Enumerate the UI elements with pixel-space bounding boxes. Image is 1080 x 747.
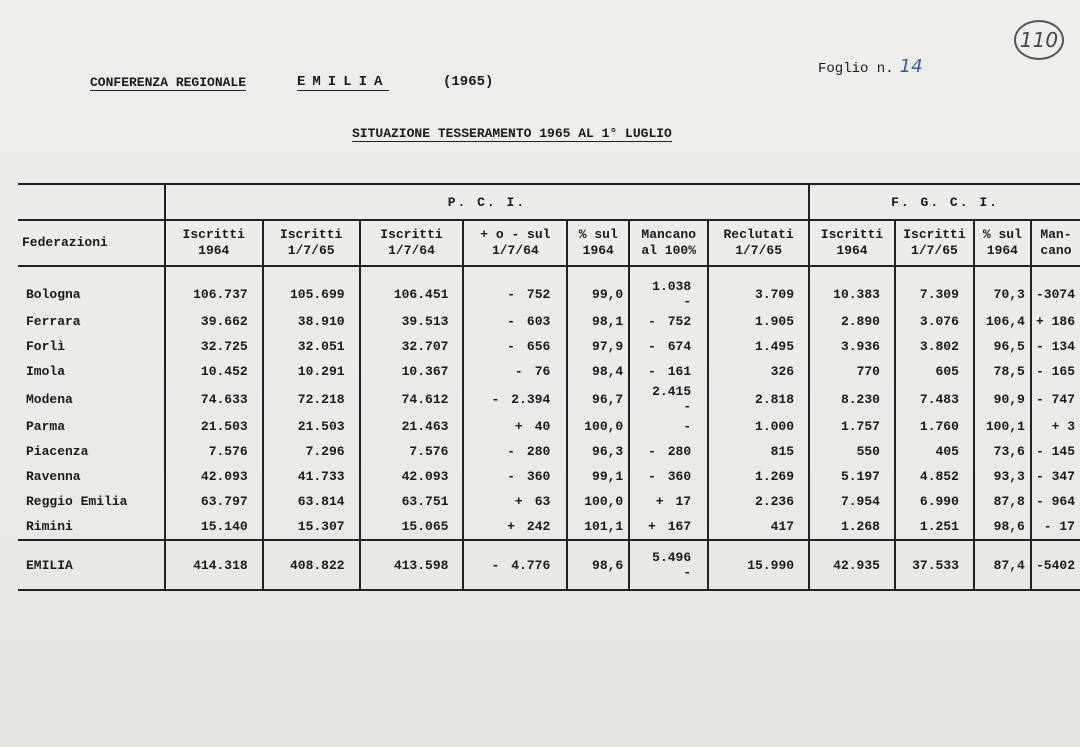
cell-diff-sign: -: [507, 339, 515, 354]
cell-mancano-sign: -: [647, 444, 656, 459]
cell-iscritti-1-7-65: 38.910: [263, 309, 360, 334]
cell-fgci-1-7-65: 605: [895, 359, 974, 384]
cell-iscritti-1-7-64: 63.751: [360, 489, 464, 514]
cell-iscritti-1-7-65: 41.733: [263, 464, 360, 489]
col-iscritti-1964: Iscritti 1964: [165, 220, 263, 266]
cell-fgci-mancano: - 145: [1031, 439, 1080, 464]
cell-pct: 101,1: [567, 514, 629, 540]
col-diff-1-7-64: + o - sul 1/7/64: [463, 220, 567, 266]
cell-fgci-mancano: - 747: [1031, 384, 1080, 414]
cell-pct: 98,4: [567, 359, 629, 384]
cell-diff: [463, 489, 567, 514]
cell-mancano: [629, 439, 708, 464]
cell-fgci-pct: 70,3: [974, 266, 1031, 309]
cell-pct: 98,6: [567, 540, 629, 590]
cell-fgci-pct: 90,9: [974, 384, 1031, 414]
cell-pct: 99,1: [567, 464, 629, 489]
cell-reclutati: 3.709: [708, 266, 809, 309]
cell-diff: [463, 384, 567, 414]
column-header-row: [18, 220, 1080, 266]
cell-diff-sign: -: [507, 314, 515, 329]
cell-fgci-pct: 96,5: [974, 334, 1031, 359]
cell-fgci-1-7-65: 6.990: [895, 489, 974, 514]
cell-federazione: Forlì: [26, 339, 66, 354]
cell-mancano-value: 1.038: [652, 279, 692, 294]
cell-iscritti-1-7-64: 413.598: [360, 540, 464, 590]
cell-iscritti-1-7-64: 32.707: [360, 334, 464, 359]
cell-iscritti-1-7-64: 21.463: [360, 414, 464, 439]
cell-federazione: Rimini: [26, 519, 73, 534]
cell-reclutati: 2.818: [708, 384, 809, 414]
table-row: [18, 514, 1080, 540]
col-reclutati: Reclutati 1/7/65: [708, 220, 809, 266]
cell-fgci-1-7-65: 1.760: [895, 414, 974, 439]
cell-federazione: Bologna: [26, 286, 81, 302]
cell-iscritti-1-7-65: 15.307: [263, 514, 360, 540]
cell-fgci-mancano: - 134: [1031, 334, 1080, 359]
cell-reclutati: 326: [708, 359, 809, 384]
cell-fgci-1964: 770: [809, 359, 895, 384]
cell-iscritti-1-7-65: 32.051: [263, 334, 360, 359]
cell-diff-sign: -: [491, 557, 500, 573]
cell-fgci-1964: 550: [809, 439, 895, 464]
cell-fgci-pct: 73,6: [974, 439, 1031, 464]
cell-federazione: Ravenna: [26, 469, 81, 484]
cell-mancano-sign: -: [683, 399, 692, 414]
cell-pct: 97,9: [567, 334, 629, 359]
cell-iscritti-1964: 10.452: [165, 359, 263, 384]
cell-fgci-pct: 106,4: [974, 309, 1031, 334]
cell-reclutati: 1.000: [708, 414, 809, 439]
cell-federazione: Piacenza: [26, 444, 89, 459]
cell-fgci-1-7-65: 4.852: [895, 464, 974, 489]
cell-diff: [463, 359, 567, 384]
conference-title: CONFERENZA REGIONALE: [90, 75, 247, 90]
cell-fgci-1964: 5.197: [809, 464, 895, 489]
cell-diff-sign: -: [491, 391, 500, 407]
cell-reclutati: 815: [708, 439, 809, 464]
cell-fgci-mancano: + 3: [1031, 414, 1080, 439]
cell-reclutati: 15.990: [708, 540, 809, 590]
cell-iscritti-1-7-64: 7.576: [360, 439, 464, 464]
cell-mancano-value: -: [683, 419, 692, 434]
foglio-label: [818, 56, 923, 77]
cell-pct: 100,0: [567, 489, 629, 514]
cell-diff-sign: -: [507, 444, 515, 459]
group-fgci: F. G. C. I.: [809, 184, 1080, 220]
cell-mancano: [629, 359, 708, 384]
cell-diff: [463, 439, 567, 464]
table-row: [18, 384, 1080, 414]
cell-mancano: [629, 540, 708, 590]
cell-fgci-1964: 1.757: [809, 414, 895, 439]
cell-diff-value: 2.394: [511, 391, 551, 407]
cell-iscritti-1-7-65: 63.814: [263, 489, 360, 514]
table-row: [18, 266, 1080, 309]
cell-iscritti-1-7-64: 39.513: [360, 309, 464, 334]
cell-iscritti-1964: 15.140: [165, 514, 263, 540]
cell-fgci-1964: 3.936: [809, 334, 895, 359]
cell-iscritti-1-7-64: 106.451: [360, 266, 464, 309]
cell-pct: 96,7: [567, 384, 629, 414]
cell-iscritti-1964: 63.797: [165, 489, 263, 514]
cell-mancano-sign: -: [647, 314, 656, 329]
cell-iscritti-1-7-65: 105.699: [263, 266, 360, 309]
cell-diff: [463, 266, 567, 309]
cell-diff-value: 603: [526, 314, 551, 329]
membership-table: [18, 183, 1080, 591]
cell-iscritti-1-7-64: 15.065: [360, 514, 464, 540]
col-fgci-mancano: Man- cano: [1031, 220, 1080, 266]
cell-fgci-mancano: -3074: [1031, 266, 1080, 309]
col-fgci-iscritti-1964: Iscritti 1964: [809, 220, 895, 266]
cell-pct: 99,0: [567, 266, 629, 309]
table-row: [18, 359, 1080, 384]
group-pci: P. C. I.: [165, 184, 809, 220]
cell-iscritti-1964: 32.725: [165, 334, 263, 359]
cell-iscritti-1-7-64: 74.612: [360, 384, 464, 414]
col-mancano: Mancano al 100%: [629, 220, 708, 266]
table-row: [18, 334, 1080, 359]
foglio-number: 14: [899, 56, 923, 77]
document-subtitle: SITUAZIONE TESSERAMENTO 1965 AL 1° LUGLIO: [352, 126, 672, 141]
cell-diff: [463, 414, 567, 439]
cell-fgci-1-7-65: 405: [895, 439, 974, 464]
cell-fgci-1-7-65: 1.251: [895, 514, 974, 540]
cell-mancano-value: 674: [667, 339, 692, 354]
cell-mancano-sign: +: [655, 494, 664, 509]
cell-diff-sign: +: [514, 494, 523, 509]
cell-diff: [463, 464, 567, 489]
cell-iscritti-1964: 414.318: [165, 540, 263, 590]
foglio-text: Foglio n.: [818, 61, 894, 77]
cell-diff: [463, 514, 567, 540]
cell-diff-sign: -: [507, 286, 515, 302]
cell-fgci-pct: 78,5: [974, 359, 1031, 384]
cell-fgci-mancano: + 186: [1031, 309, 1080, 334]
cell-mancano: [629, 266, 708, 309]
cell-fgci-1964: 10.383: [809, 266, 895, 309]
cell-federazione: Reggio Emilia: [26, 494, 128, 509]
cell-fgci-1-7-65: 3.076: [895, 309, 974, 334]
cell-fgci-1-7-65: 37.533: [895, 540, 974, 590]
cell-mancano: [629, 334, 708, 359]
cell-diff-value: 76: [534, 364, 551, 379]
cell-fgci-1964: 42.935: [809, 540, 895, 590]
cell-mancano-sign: -: [647, 364, 656, 379]
cell-federazione: Parma: [26, 419, 66, 434]
cell-iscritti-1964: 39.662: [165, 309, 263, 334]
cell-fgci-pct: 87,8: [974, 489, 1031, 514]
cell-fgci-mancano: - 347: [1031, 464, 1080, 489]
cell-pct: 98,1: [567, 309, 629, 334]
cell-mancano-value: 2.415: [652, 384, 692, 399]
cell-iscritti-1-7-65: 7.296: [263, 439, 360, 464]
cell-diff-value: 63: [534, 494, 551, 509]
cell-mancano-sign: -: [683, 565, 692, 580]
col-iscritti-1-7-64: Iscritti 1/7/64: [360, 220, 464, 266]
cell-iscritti-1-7-64: 42.093: [360, 464, 464, 489]
cell-iscritti-1964: 7.576: [165, 439, 263, 464]
table-row: [18, 464, 1080, 489]
cell-mancano-value: 161: [667, 364, 692, 379]
cell-diff-sign: +: [507, 519, 515, 534]
cell-diff-value: 752: [526, 286, 551, 302]
cell-federazione: Ferrara: [26, 314, 81, 329]
cell-diff-value: 40: [534, 419, 551, 434]
cell-federazione: EMILIA: [18, 540, 165, 590]
cell-mancano-sign: -: [683, 294, 692, 309]
cell-fgci-1964: 7.954: [809, 489, 895, 514]
cell-reclutati: 1.905: [708, 309, 809, 334]
cell-iscritti-1-7-65: 408.822: [263, 540, 360, 590]
cell-fgci-1-7-65: 3.802: [895, 334, 974, 359]
cell-diff: [463, 540, 567, 590]
cell-fgci-pct: 98,6: [974, 514, 1031, 540]
col-iscritti-1-7-65: Iscritti 1/7/65: [263, 220, 360, 266]
table-row: [18, 309, 1080, 334]
cell-fgci-mancano: - 165: [1031, 359, 1080, 384]
cell-mancano-value: 280: [667, 444, 692, 459]
cell-diff: [463, 309, 567, 334]
col-fgci-iscritti-1-7-65: Iscritti 1/7/65: [895, 220, 974, 266]
cell-mancano-sign: +: [647, 519, 656, 534]
page-stamp: 110: [1014, 20, 1064, 60]
cell-mancano: [629, 514, 708, 540]
cell-diff-value: 242: [526, 519, 551, 534]
cell-mancano-sign: -: [647, 469, 656, 484]
cell-mancano: [629, 414, 708, 439]
cell-fgci-pct: 93,3: [974, 464, 1031, 489]
cell-iscritti-1964: 42.093: [165, 464, 263, 489]
cell-federazione: Imola: [26, 364, 66, 379]
cell-reclutati: 417: [708, 514, 809, 540]
cell-diff-value: 280: [526, 444, 551, 459]
cell-federazione: Modena: [26, 391, 73, 407]
cell-mancano-value: 360: [667, 469, 692, 484]
cell-iscritti-1964: 21.503: [165, 414, 263, 439]
cell-mancano-value: 17: [675, 494, 692, 509]
cell-fgci-mancano: - 964: [1031, 489, 1080, 514]
table-row: [18, 414, 1080, 439]
cell-diff-value: 4.776: [511, 557, 551, 573]
group-header-row: [18, 184, 1080, 220]
cell-diff-sign: -: [507, 469, 515, 484]
cell-fgci-1964: 2.890: [809, 309, 895, 334]
cell-iscritti-1-7-64: 10.367: [360, 359, 464, 384]
cell-mancano-value: 752: [667, 314, 692, 329]
cell-mancano-value: 5.496: [652, 550, 692, 565]
region-title: EMILIA: [297, 74, 390, 90]
cell-diff-sign: -: [514, 364, 523, 379]
cell-mancano-sign: -: [647, 339, 656, 354]
cell-diff-value: 656: [526, 339, 551, 354]
col-fgci-pct: % sul 1964: [974, 220, 1031, 266]
year-label: (1965): [443, 74, 494, 90]
col-federazioni: Federazioni: [18, 220, 165, 266]
col-pct-1964: % sul 1964: [567, 220, 629, 266]
cell-pct: 96,3: [567, 439, 629, 464]
cell-fgci-mancano: -5402: [1031, 540, 1080, 590]
total-row: [18, 540, 1080, 590]
cell-iscritti-1-7-65: 10.291: [263, 359, 360, 384]
cell-mancano: [629, 309, 708, 334]
cell-fgci-mancano: - 17: [1031, 514, 1080, 540]
cell-pct: 100,0: [567, 414, 629, 439]
cell-diff-sign: +: [514, 419, 523, 434]
cell-mancano-value: 167: [667, 519, 692, 534]
cell-reclutati: 1.495: [708, 334, 809, 359]
table-row: [18, 439, 1080, 464]
cell-fgci-pct: 87,4: [974, 540, 1031, 590]
cell-fgci-1-7-65: 7.309: [895, 266, 974, 309]
cell-mancano: [629, 384, 708, 414]
cell-diff: [463, 334, 567, 359]
cell-iscritti-1-7-65: 21.503: [263, 414, 360, 439]
cell-iscritti-1964: 106.737: [165, 266, 263, 309]
cell-reclutati: 1.269: [708, 464, 809, 489]
cell-mancano: [629, 464, 708, 489]
cell-diff-value: 360: [526, 469, 551, 484]
cell-mancano: [629, 489, 708, 514]
cell-fgci-1964: 1.268: [809, 514, 895, 540]
cell-iscritti-1-7-65: 72.218: [263, 384, 360, 414]
cell-fgci-1964: 8.230: [809, 384, 895, 414]
cell-fgci-1-7-65: 7.483: [895, 384, 974, 414]
cell-fgci-pct: 100,1: [974, 414, 1031, 439]
table-row: [18, 489, 1080, 514]
cell-iscritti-1964: 74.633: [165, 384, 263, 414]
cell-reclutati: 2.236: [708, 489, 809, 514]
